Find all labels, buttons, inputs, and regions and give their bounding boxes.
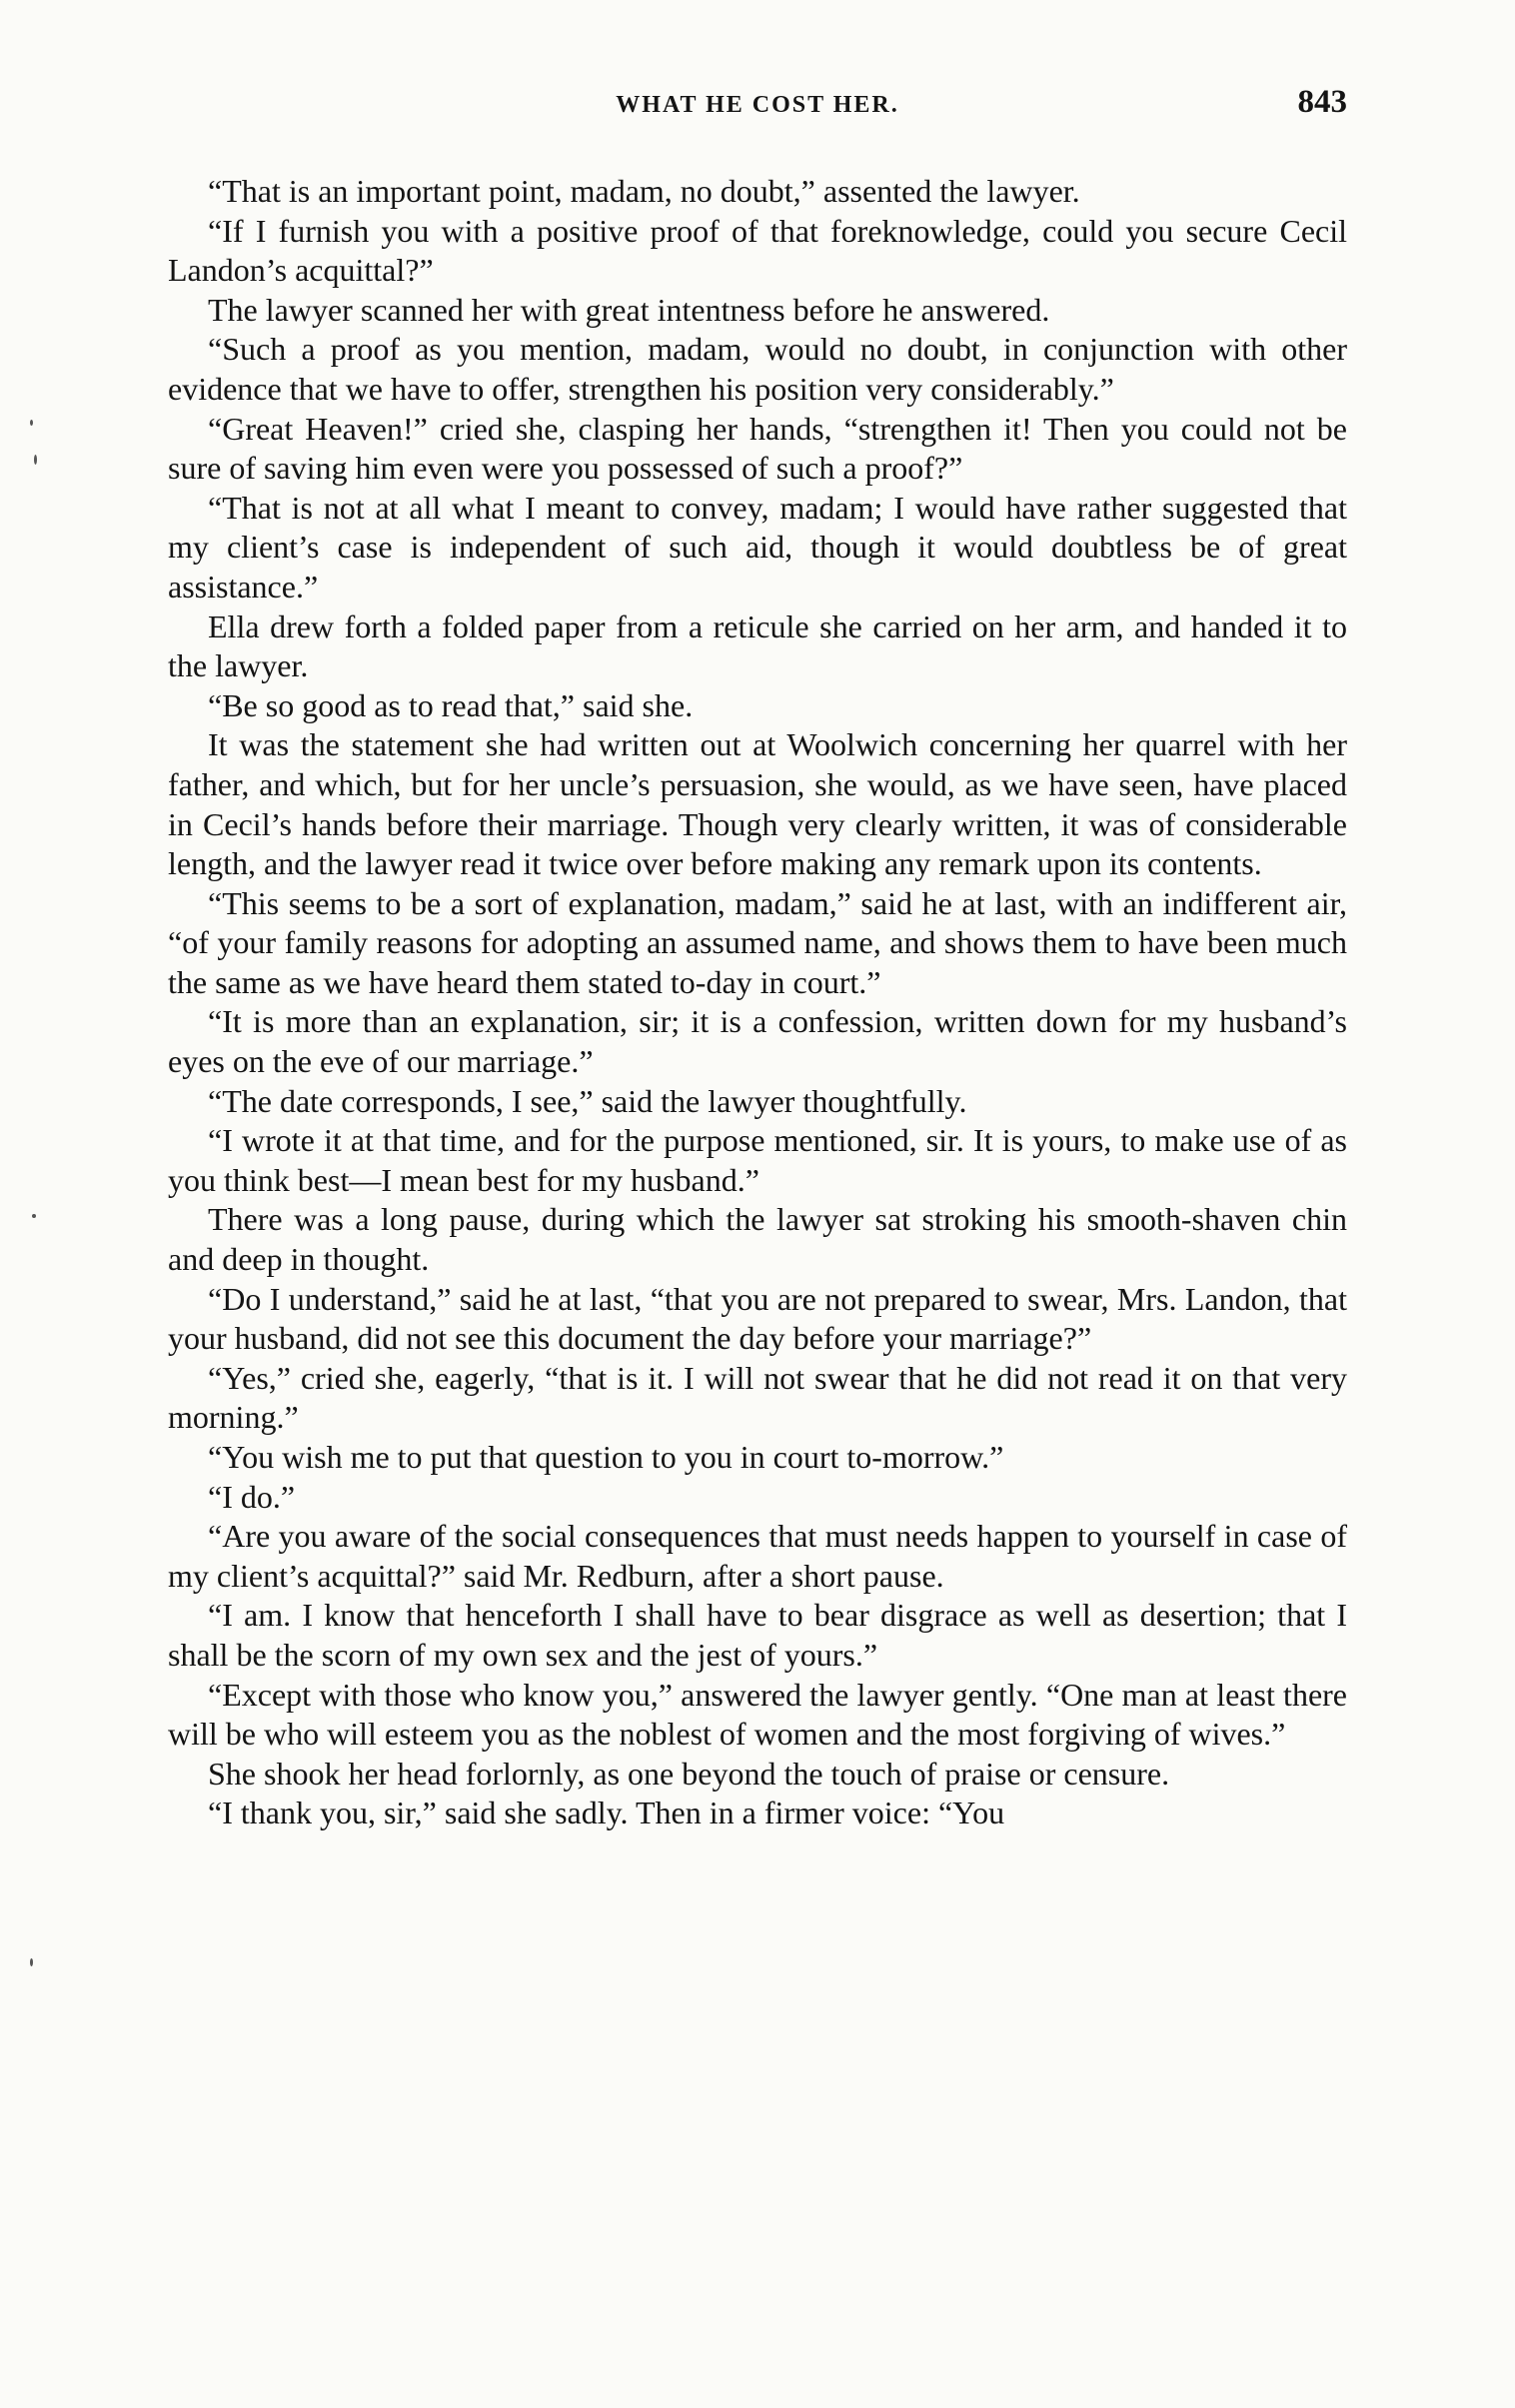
- scan-speck: [30, 420, 33, 426]
- paragraph: “That is not at all what I meant to convey, madam; I would have rather suggested that my client’s case is independent of such aid, though it would doubtless be of great assistance.”: [168, 489, 1347, 604]
- paragraph: “The date corresponds, I see,” said the lawyer thoughtfully.: [208, 1082, 967, 1119]
- paragraph: “I thank you, sir,” said she sadly. Then in a firmer voice: “You: [208, 1795, 1005, 1831]
- paragraph: She shook her head forlornly, as one beyond the touch of praise or censure.: [208, 1755, 1170, 1792]
- paragraph: There was a long pause, during which the lawyer sat stroking his smooth-shaven chin and deep in thought.: [168, 1201, 1347, 1278]
- book-page: [168, 78, 1347, 1833]
- paragraph: “You wish me to put that question to you in court to-morrow.”: [208, 1439, 1004, 1475]
- paragraph: “If I furnish you with a positive proof of that foreknowledge, could you secure Cecil Landon’s acquittal?”: [168, 212, 1347, 289]
- paragraph: The lawyer scanned her with great intentness before he answered.: [208, 291, 1050, 328]
- scan-speck: [34, 455, 37, 465]
- paragraph: “Be so good as to read that,” said she.: [208, 686, 694, 723]
- paragraph: “Such a proof as you mention, madam, would no doubt, in conjunction with other evidence that we have to offer, strengthen his position very considerably.”: [168, 331, 1347, 407]
- paragraph: “Are you aware of the social consequences that must needs happen to yourself in case of my client’s acquittal?” said Mr. Redburn, after a short pause.: [168, 1518, 1347, 1594]
- scan-speck: [30, 1958, 33, 1966]
- scan-speck: [32, 1214, 36, 1218]
- running-title: WHAT HE COST HER.: [616, 92, 899, 118]
- page-header: [168, 78, 1347, 138]
- paragraph: “This seems to be a sort of explanation, madam,” said he at last, with an indifferent air, “of your family reasons for adopting an assumed name, and shows them to have been much the same as we have heard them stated to-day in court.”: [168, 884, 1347, 1000]
- paragraph: “I wrote it at that time, and for the purpose mentioned, sir. It is yours, to make use of as you think best—I mean best for my husband.”: [168, 1122, 1347, 1198]
- paragraph: “I am. I know that henceforth I shall have to bear disgrace as well as desertion; that I shall be the scorn of my own sex and the jest of yours.”: [168, 1597, 1347, 1673]
- paragraph: “Do I understand,” said he at last, “that you are not prepared to swear, Mrs. Landon, that your husband, did not see this document the day before your marriage?”: [168, 1280, 1347, 1357]
- paragraph: “Except with those who know you,” answered the lawyer gently. “One man at least there will be who will esteem you as the noblest of women and the most forgiving of wives.”: [168, 1676, 1347, 1753]
- paragraph: Ella drew forth a folded paper from a reticule she carried on her arm, and handed it to the lawyer.: [168, 607, 1347, 684]
- paragraph: It was the statement she had written out at Woolwich concerning her quarrel with her father, and which, but for her uncle’s persuasion, she would, as we have seen, have placed in Cecil’s hands before their marriage. Though very clearly written, it was of considerable length, and the lawyer read it twice over before making any remark upon its contents.: [168, 726, 1347, 882]
- paragraph: “That is an important point, madam, no doubt,” assented the lawyer.: [208, 173, 1080, 209]
- paragraph: “Yes,” cried she, eagerly, “that is it. I will not swear that he did not read it on that very morning.”: [168, 1359, 1347, 1436]
- page-body: [168, 172, 1347, 1833]
- page-number: 843: [1297, 84, 1347, 120]
- paragraph: “I do.”: [208, 1478, 296, 1515]
- paragraph: “Great Heaven!” cried she, clasping her hands, “strengthen it! Then you could not be sure of saving him even were you possessed of such a proof?”: [168, 410, 1347, 487]
- paragraph: “It is more than an explanation, sir; it is a confession, written down for my husband’s eyes on the eve of our marriage.”: [168, 1003, 1347, 1080]
